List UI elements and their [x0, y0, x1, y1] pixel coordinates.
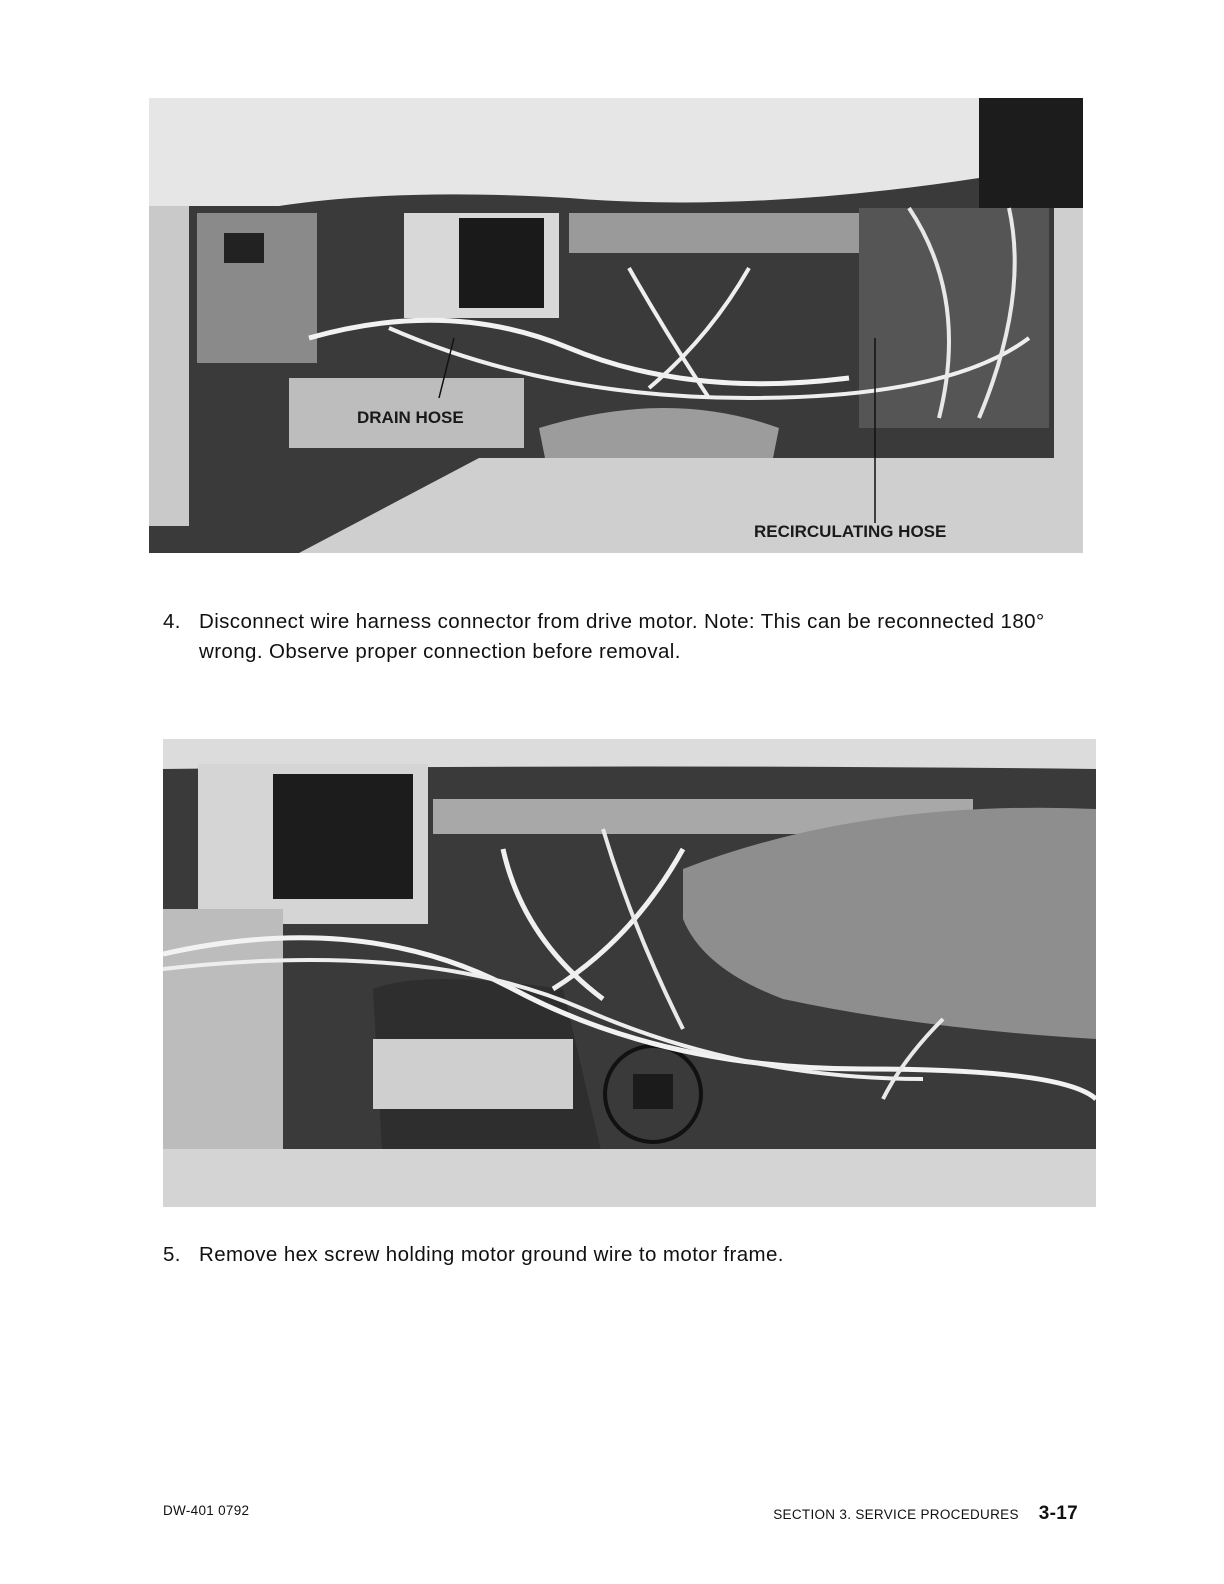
step-4-number: 4. — [163, 610, 181, 633]
recirculating-hose-label: RECIRCULATING HOSE — [754, 522, 947, 541]
page-number: 3-17 — [1038, 1503, 1078, 1524]
figure-2-illustration — [163, 739, 1096, 1207]
step-4 — [163, 607, 1083, 671]
footer-section-title: SECTION 3. SERVICE PROCEDURES — [773, 1507, 1019, 1522]
footer-section — [773, 1503, 1078, 1525]
step-4-text: Disconnect wire harness connector from drive motor. Note: This can be reconnected 180° wrong. Observe proper connection before removal. — [199, 610, 1045, 663]
step-5-number: 5. — [163, 1243, 181, 1266]
step-5-text: Remove hex screw holding motor ground wire to motor frame. — [199, 1243, 784, 1266]
figure-1-illustration — [149, 98, 1083, 553]
figure-1-photo — [149, 98, 1083, 553]
figure-2-photo — [163, 739, 1096, 1207]
footer-doc-code: DW-401 0792 — [163, 1503, 250, 1518]
drain-hose-label: DRAIN HOSE — [357, 408, 464, 427]
step-5 — [163, 1240, 1083, 1272]
